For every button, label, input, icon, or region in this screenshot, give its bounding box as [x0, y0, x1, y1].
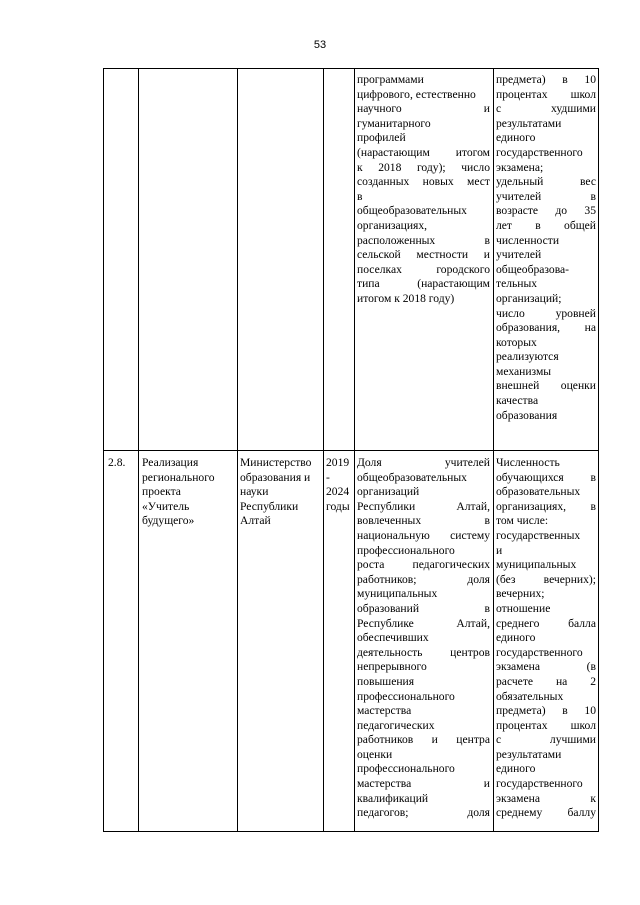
text-line: единого — [496, 131, 536, 145]
text-line: гуманитарного — [357, 116, 431, 130]
text-line: единого — [496, 762, 536, 776]
text-line: процентах школ — [496, 718, 596, 732]
text-line: деятельность центров — [357, 645, 490, 659]
text-line: профессионального — [357, 543, 455, 557]
text-line: профессионального — [357, 762, 455, 776]
text-line: с лучшими — [496, 733, 596, 747]
text-line: образовательных — [496, 485, 581, 499]
row-1-indicators-result — [357, 73, 490, 307]
text-line: Республики Алтай, — [357, 499, 490, 513]
text-line: среднего балла — [496, 616, 596, 630]
text-line: предмета) в 10 — [496, 704, 596, 718]
text-line: Республики — [240, 499, 299, 513]
text-line: удельный вес — [496, 175, 596, 189]
text-line: - — [326, 470, 330, 484]
text-line: повышения — [357, 674, 415, 688]
text-line: предмета) в 10 — [496, 73, 596, 86]
text-line: Доля учителей — [357, 456, 490, 469]
text-line: науки — [240, 485, 269, 499]
text-line: экзамена к — [496, 791, 596, 805]
text-line: образований в — [357, 601, 490, 615]
text-line: общеобразова- — [496, 262, 570, 276]
text-line: с худшими — [496, 102, 596, 116]
text-line: оценки — [357, 747, 393, 761]
text-line: организаций — [357, 485, 420, 499]
text-line: отношение — [496, 601, 551, 615]
text-line: внешней оценки — [496, 379, 596, 393]
row-number: 2.8. — [108, 456, 126, 469]
text-line: муниципальных — [357, 587, 438, 601]
text-line: и — [496, 543, 503, 557]
text-line: которых — [496, 335, 537, 349]
text-line: сельской местности и — [357, 248, 490, 262]
text-line: организациях, — [357, 218, 428, 232]
text-line: расчете на 2 — [496, 674, 596, 688]
text-line: 2019 — [326, 456, 350, 469]
text-line: роста педагогических — [357, 558, 490, 572]
text-line: будущего» — [142, 514, 195, 528]
text-line: результатами — [496, 116, 562, 130]
text-line: научного и — [357, 102, 490, 116]
row-divider — [104, 450, 598, 451]
text-line: число уровней — [496, 306, 596, 320]
text-line: качества — [496, 394, 539, 408]
row-2-executor — [240, 456, 321, 529]
text-line: регионального — [142, 470, 215, 484]
text-line: экзамена (в — [496, 660, 596, 674]
text-line: организаций; — [496, 291, 562, 305]
text-line: вечерних; — [496, 587, 545, 601]
row-2-name — [142, 456, 234, 529]
text-line: государственного — [496, 145, 583, 159]
text-line: обеспечивших — [357, 631, 429, 645]
text-line: Министерство — [240, 456, 312, 469]
text-line: государственного — [496, 645, 583, 659]
text-line: учителей — [496, 248, 542, 262]
text-line: результатами — [496, 747, 562, 761]
text-line: поселках городского — [357, 262, 490, 276]
text-line: итогом к 2018 году) — [357, 291, 455, 305]
text-line: профессионального — [357, 689, 455, 703]
row-2-number — [108, 456, 136, 471]
text-line: том числе: — [496, 514, 549, 528]
text-line: (нарастающим итогом — [357, 145, 490, 159]
text-line: типа (нарастающим — [357, 277, 490, 291]
text-line: расположенных в — [357, 233, 490, 247]
text-line: учителей в — [496, 189, 596, 203]
text-line: обучающихся в — [496, 470, 596, 484]
text-line: образования, на — [496, 321, 596, 335]
text-line: непрерывного — [357, 660, 427, 674]
text-line: лет в общей — [496, 218, 596, 232]
text-line: образования — [496, 408, 558, 422]
text-line: в — [357, 189, 363, 203]
text-line: муниципальных — [496, 558, 577, 572]
text-line: возрасте до 35 — [496, 204, 596, 218]
text-line: годы — [326, 499, 350, 513]
program-table — [103, 68, 599, 832]
text-line: национальную систему — [357, 528, 490, 542]
text-line: Реализация — [142, 456, 199, 469]
text-line: к 2018 году); число — [357, 160, 490, 174]
text-line: обязательных — [496, 689, 564, 703]
text-line: реализуются — [496, 350, 559, 364]
text-line: проекта — [142, 485, 181, 499]
text-line: общеобразовательных — [357, 204, 467, 218]
text-line: вовлеченных в — [357, 514, 490, 528]
text-line: педагогов; доля — [357, 806, 490, 820]
text-line: Алтай — [240, 514, 271, 528]
row-2-period — [326, 456, 353, 514]
text-line: Республике Алтай, — [357, 616, 490, 630]
row-2-indicators-result — [357, 456, 490, 821]
text-line: программами — [357, 73, 424, 86]
text-line: организациях, в — [496, 499, 596, 513]
row-1-indicators-target — [496, 73, 596, 423]
text-line: тельных — [496, 277, 538, 291]
text-line: квалификаций — [357, 791, 429, 805]
page-number: 53 — [313, 39, 327, 51]
text-line: (без вечерних); — [496, 572, 596, 586]
text-line: 2024 — [326, 485, 350, 499]
text-line: созданных новых мест — [357, 175, 490, 189]
text-line: среднему баллу — [496, 806, 596, 820]
text-line: работников; доля — [357, 572, 490, 586]
text-line: мастерства и — [357, 777, 490, 791]
text-line: мастерства — [357, 704, 412, 718]
text-line: единого — [496, 631, 536, 645]
text-line: экзамена; — [496, 160, 544, 174]
text-line: государственных — [496, 528, 581, 542]
text-line: педагогических — [357, 718, 435, 732]
text-line: государственного — [496, 777, 583, 791]
text-line: профилей — [357, 131, 406, 145]
row-2-indicators-target — [496, 456, 596, 821]
text-line: работников и центра — [357, 733, 490, 747]
text-line: образования и — [240, 470, 311, 484]
text-line: механизмы — [496, 364, 552, 378]
text-line: процентах школ — [496, 87, 596, 101]
text-line: численности — [496, 233, 560, 247]
text-line: «Учитель — [142, 499, 190, 513]
text-line: цифрового, естественно — [357, 87, 476, 101]
text-line: Численность — [496, 456, 560, 469]
text-line: общеобразовательных — [357, 470, 467, 484]
